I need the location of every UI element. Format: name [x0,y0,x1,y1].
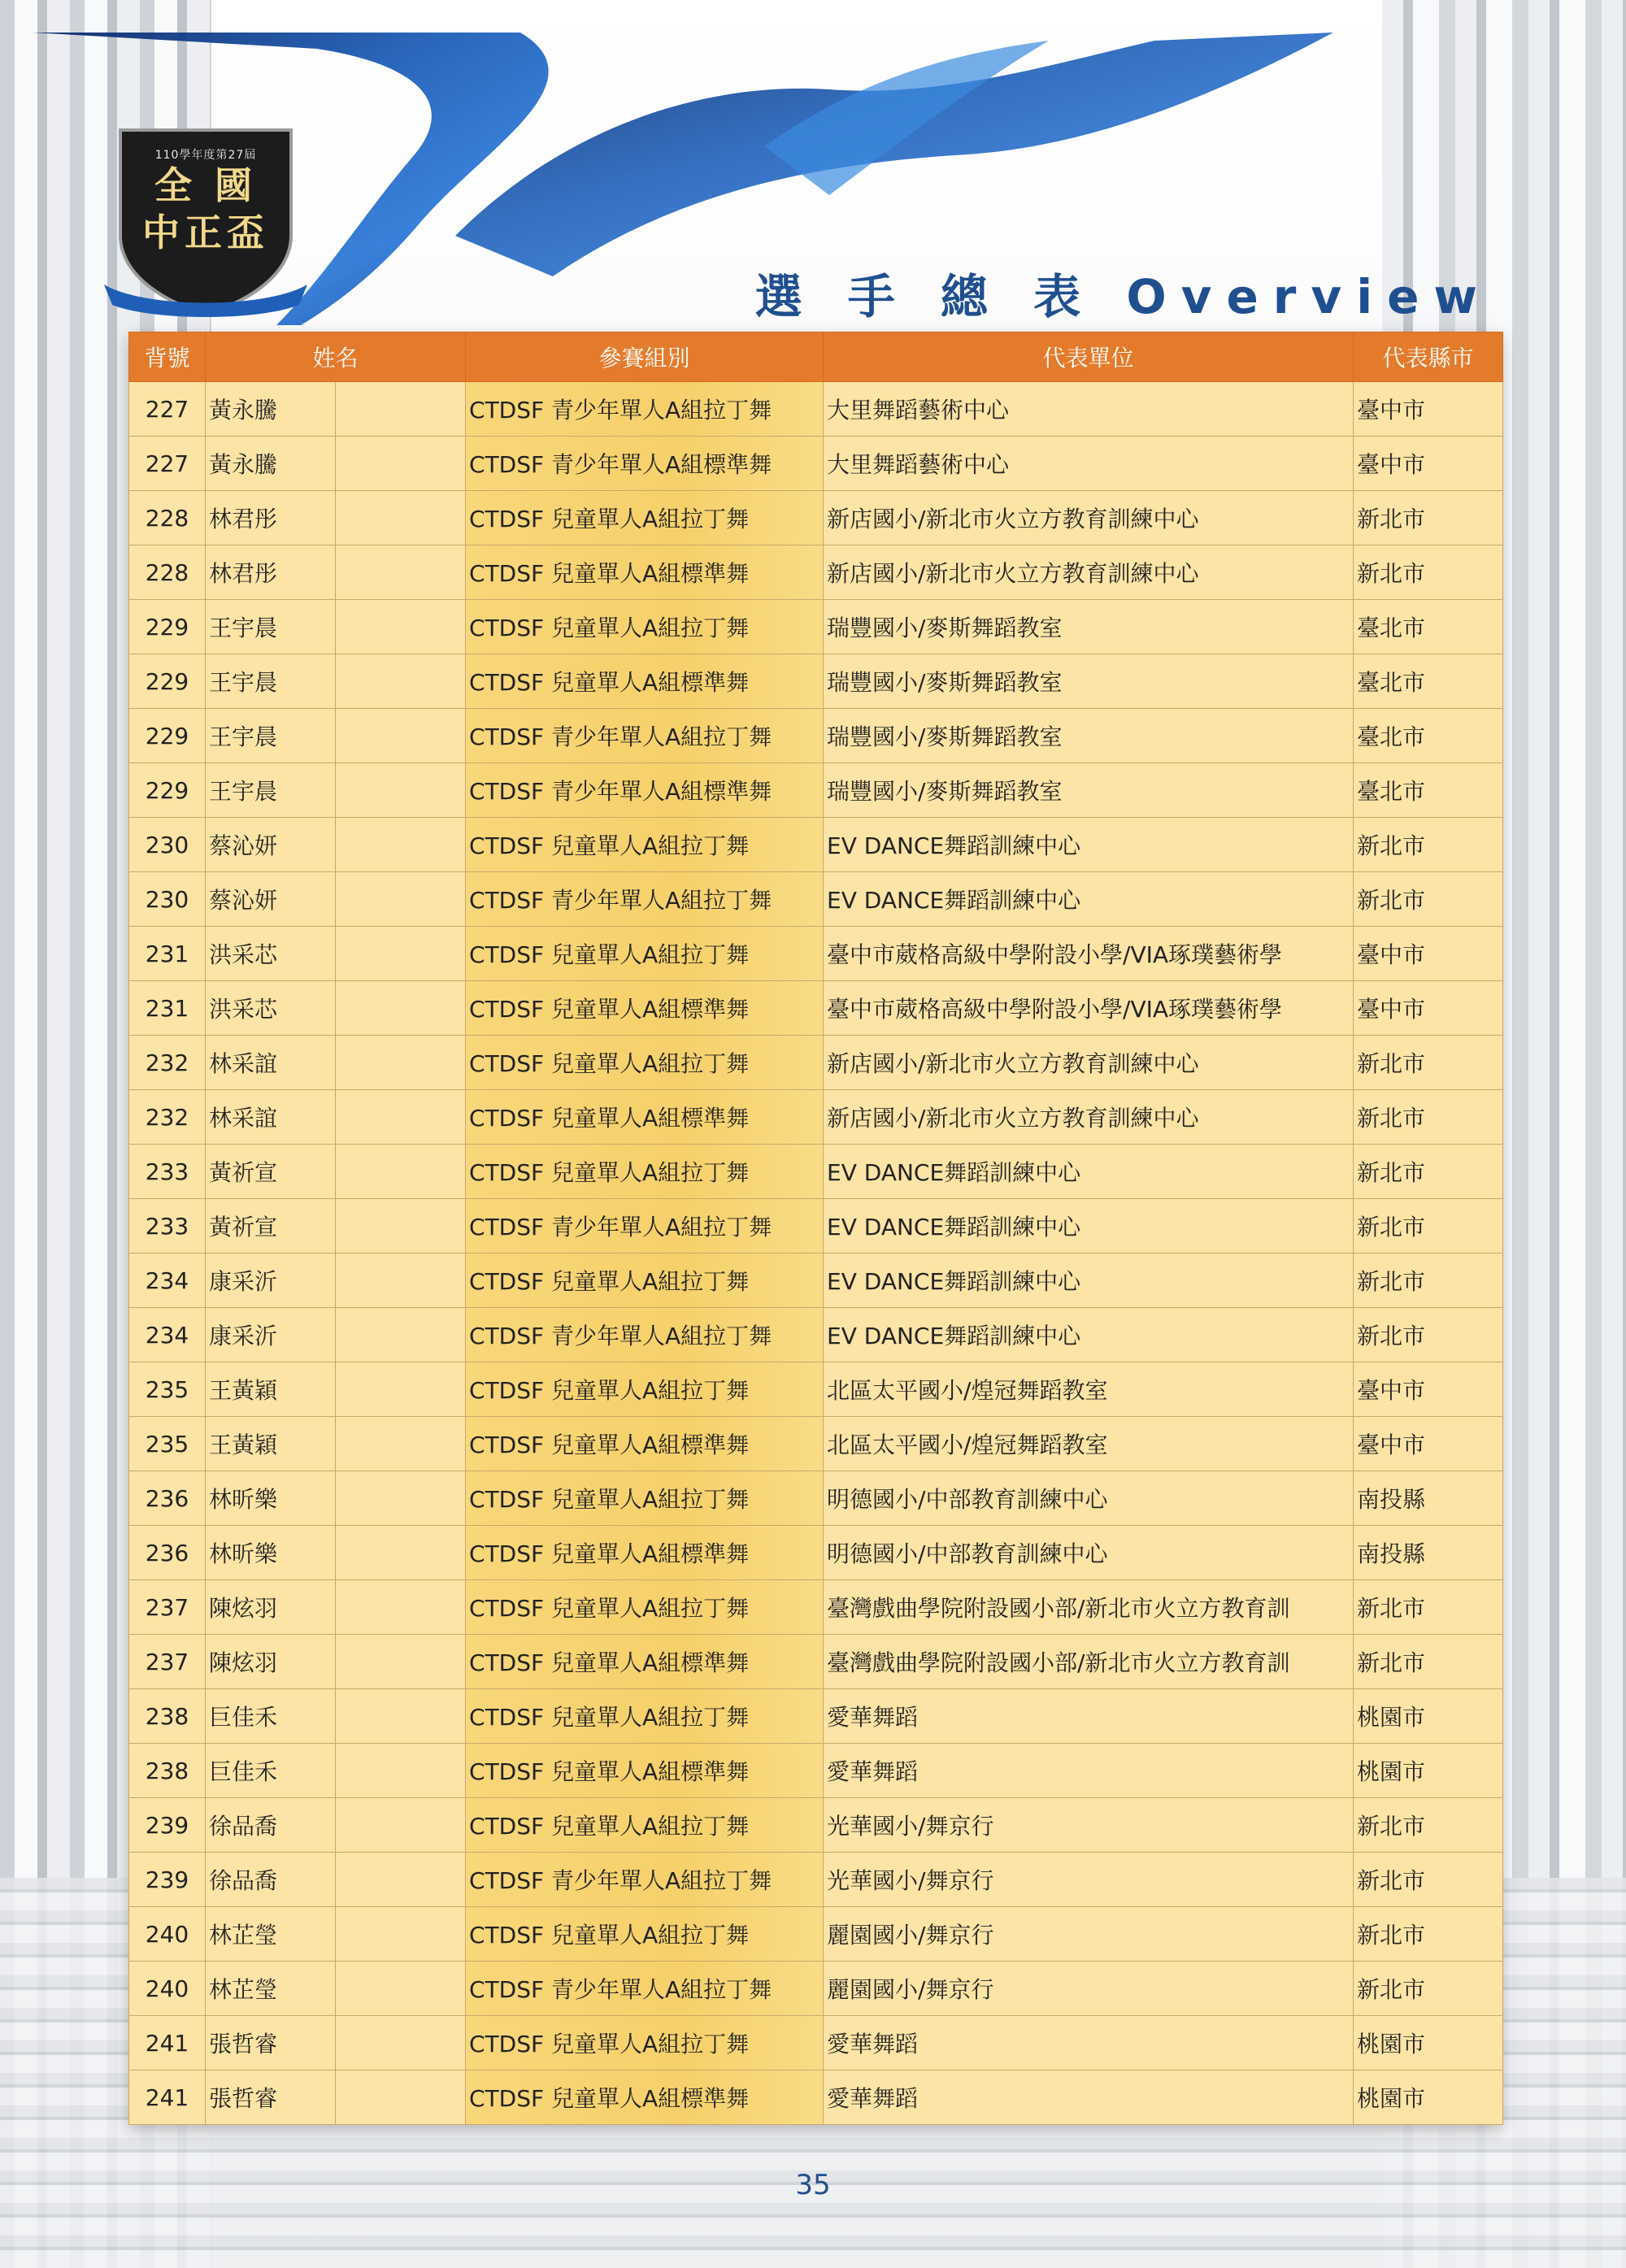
category-cell: CTDSF 兒童單人A組拉丁舞 [466,818,824,872]
unit-cell: EV DANCE舞蹈訓練中心 [824,1145,1354,1199]
category-cell: CTDSF 青少年單人A組拉丁舞 [466,1962,824,2016]
category-cell: CTDSF 兒童單人A組拉丁舞 [466,1145,824,1199]
name-cell: 蔡沁妍 [206,818,336,872]
empty-cell [336,1744,466,1798]
city-cell: 新北市 [1354,872,1503,927]
bib-number-cell: 234 [129,1253,206,1308]
name-cell: 黃永騰 [206,382,336,437]
name-cell: 林芷瑩 [206,1962,336,2016]
table-row [129,872,1503,927]
name-cell: 陳炫羽 [206,1635,336,1689]
column-header: 代表單位 [824,332,1354,382]
empty-cell [336,1907,466,1962]
unit-cell: 大里舞蹈藝術中心 [824,382,1354,437]
name-cell: 林昕樂 [206,1526,336,1580]
category-cell: CTDSF 青少年單人A組拉丁舞 [466,1853,824,1907]
category-cell: CTDSF 兒童單人A組拉丁舞 [466,1036,824,1090]
category-cell: CTDSF 青少年單人A組標準舞 [466,437,824,491]
bib-number-cell: 241 [129,2070,206,2125]
unit-cell: 明德國小/中部教育訓練中心 [824,1471,1354,1526]
table-row [129,437,1503,491]
empty-cell [336,1689,466,1744]
table-row [129,2070,1503,2125]
unit-cell: 臺灣戲曲學院附設國小部/新北市火立方教育訓 [824,1635,1354,1689]
empty-cell [336,1798,466,1853]
table-row [129,1308,1503,1362]
bib-number-cell: 236 [129,1526,206,1580]
name-cell: 巨佳禾 [206,1744,336,1798]
category-cell: CTDSF 兒童單人A組拉丁舞 [466,2016,824,2070]
table-row [129,1798,1503,1853]
bib-number-cell: 235 [129,1417,206,1471]
unit-cell: 麗園國小/舞京行 [824,1907,1354,1962]
category-cell: CTDSF 兒童單人A組拉丁舞 [466,600,824,654]
bib-number-cell: 241 [129,2016,206,2070]
column-header: 參賽組別 [466,332,824,382]
name-cell: 康采沂 [206,1253,336,1308]
city-cell: 臺北市 [1354,600,1503,654]
unit-cell: EV DANCE舞蹈訓練中心 [824,1308,1354,1362]
unit-cell: 新店國小/新北市火立方教育訓練中心 [824,491,1354,545]
unit-cell: EV DANCE舞蹈訓練中心 [824,818,1354,872]
bib-number-cell: 228 [129,545,206,600]
name-cell: 林君彤 [206,491,336,545]
city-cell: 新北市 [1354,1036,1503,1090]
bib-number-cell: 230 [129,872,206,927]
table-row [129,1471,1503,1526]
category-cell: CTDSF 兒童單人A組拉丁舞 [466,1471,824,1526]
bib-number-cell: 229 [129,600,206,654]
table-row [129,382,1503,437]
name-cell: 林采誼 [206,1090,336,1145]
category-cell: CTDSF 青少年單人A組標準舞 [466,763,824,818]
table-row [129,1526,1503,1580]
bib-number-cell: 233 [129,1199,206,1253]
table-row [129,927,1503,981]
category-cell: CTDSF 兒童單人A組拉丁舞 [466,1907,824,1962]
empty-cell [336,1145,466,1199]
unit-cell: 瑞豐國小/麥斯舞蹈教室 [824,763,1354,818]
name-cell: 黃祈宣 [206,1199,336,1253]
empty-cell [336,437,466,491]
unit-cell: 新店國小/新北市火立方教育訓練中心 [824,1036,1354,1090]
table-row [129,1853,1503,1907]
unit-cell: 北區太平國小/煌冠舞蹈教室 [824,1417,1354,1471]
bib-number-cell: 235 [129,1362,206,1417]
city-cell: 桃園市 [1354,2070,1503,2125]
bib-number-cell: 230 [129,818,206,872]
table-row [129,1580,1503,1635]
unit-cell: 明德國小/中部教育訓練中心 [824,1526,1354,1580]
emblem-line1: 全 國 [154,163,257,207]
city-cell: 新北市 [1354,1199,1503,1253]
name-cell: 林芷瑩 [206,1907,336,1962]
city-cell: 臺中市 [1354,382,1503,437]
table-header-row [129,332,1503,382]
unit-cell: 愛華舞蹈 [824,1689,1354,1744]
bib-number-cell: 229 [129,763,206,818]
empty-cell [336,709,466,763]
category-cell: CTDSF 兒童單人A組標準舞 [466,1417,824,1471]
city-cell: 新北市 [1354,818,1503,872]
city-cell: 新北市 [1354,545,1503,600]
table-row [129,2016,1503,2070]
category-cell: CTDSF 青少年單人A組拉丁舞 [466,872,824,927]
bib-number-cell: 239 [129,1853,206,1907]
city-cell: 新北市 [1354,1962,1503,2016]
table-row [129,1036,1503,1090]
category-cell: CTDSF 兒童單人A組拉丁舞 [466,927,824,981]
table-row [129,1744,1503,1798]
empty-cell [336,1853,466,1907]
city-cell: 臺中市 [1354,981,1503,1036]
empty-cell [336,654,466,709]
table-row [129,1362,1503,1417]
unit-cell: 北區太平國小/煌冠舞蹈教室 [824,1362,1354,1417]
unit-cell: EV DANCE舞蹈訓練中心 [824,872,1354,927]
athlete-table [128,332,1502,2125]
empty-cell [336,1417,466,1471]
table-row [129,600,1503,654]
empty-cell [336,818,466,872]
empty-cell [336,1036,466,1090]
city-cell: 新北市 [1354,1798,1503,1853]
unit-cell: 新店國小/新北市火立方教育訓練中心 [824,1090,1354,1145]
empty-cell [336,1962,466,2016]
emblem-year: 110學年度第27屆 [154,149,257,162]
name-cell: 巨佳禾 [206,1689,336,1744]
city-cell: 桃園市 [1354,1744,1503,1798]
category-cell: CTDSF 兒童單人A組拉丁舞 [466,1253,824,1308]
bib-number-cell: 238 [129,1689,206,1744]
unit-cell: 臺中市葳格高級中學附設小學/VIA琢璞藝術學 [824,927,1354,981]
bib-number-cell: 229 [129,709,206,763]
table-row [129,709,1503,763]
bib-number-cell: 234 [129,1308,206,1362]
unit-cell: 愛華舞蹈 [824,2016,1354,2070]
bib-number-cell: 231 [129,927,206,981]
unit-cell: 瑞豐國小/麥斯舞蹈教室 [824,654,1354,709]
bib-number-cell: 228 [129,491,206,545]
name-cell: 洪采芯 [206,981,336,1036]
table-row [129,1635,1503,1689]
bib-number-cell: 236 [129,1471,206,1526]
empty-cell [336,545,466,600]
table-row [129,1689,1503,1744]
unit-cell: 臺灣戲曲學院附設國小部/新北市火立方教育訓 [824,1580,1354,1635]
city-cell: 臺北市 [1354,763,1503,818]
name-cell: 徐品喬 [206,1853,336,1907]
name-cell: 王宇晨 [206,654,336,709]
column-header: 背號 [129,332,206,382]
bib-number-cell: 233 [129,1145,206,1199]
table-row [129,1907,1503,1962]
city-cell: 臺中市 [1354,1417,1503,1471]
city-cell: 新北市 [1354,491,1503,545]
page-number: 35 [795,2169,831,2201]
category-cell: CTDSF 青少年單人A組拉丁舞 [466,1199,824,1253]
category-cell: CTDSF 青少年單人A組拉丁舞 [466,382,824,437]
category-cell: CTDSF 兒童單人A組拉丁舞 [466,1362,824,1417]
name-cell: 張哲睿 [206,2070,336,2125]
empty-cell [336,382,466,437]
name-cell: 王宇晨 [206,709,336,763]
category-cell: CTDSF 兒童單人A組拉丁舞 [466,1580,824,1635]
name-cell: 王宇晨 [206,763,336,818]
city-cell: 桃園市 [1354,2016,1503,2070]
bib-number-cell: 227 [129,437,206,491]
empty-cell [336,927,466,981]
city-cell: 新北市 [1354,1090,1503,1145]
unit-cell: 瑞豐國小/麥斯舞蹈教室 [824,709,1354,763]
empty-cell [336,981,466,1036]
name-cell: 王宇晨 [206,600,336,654]
empty-cell [336,1199,466,1253]
empty-cell [336,1580,466,1635]
unit-cell: 光華國小/舞京行 [824,1853,1354,1907]
category-cell: CTDSF 兒童單人A組標準舞 [466,2070,824,2125]
name-cell: 林昕樂 [206,1471,336,1526]
table-row [129,981,1503,1036]
category-cell: CTDSF 兒童單人A組標準舞 [466,654,824,709]
name-cell: 黃祈宣 [206,1145,336,1199]
category-cell: CTDSF 兒童單人A組標準舞 [466,1090,824,1145]
bib-number-cell: 231 [129,981,206,1036]
city-cell: 新北市 [1354,1635,1503,1689]
category-cell: CTDSF 兒童單人A組拉丁舞 [466,1798,824,1853]
table-body [129,382,1503,2125]
empty-cell [336,1253,466,1308]
bib-number-cell: 239 [129,1798,206,1853]
city-cell: 臺北市 [1354,709,1503,763]
empty-cell [336,1308,466,1362]
name-cell: 康采沂 [206,1308,336,1362]
category-cell: CTDSF 兒童單人A組標準舞 [466,1635,824,1689]
city-cell: 新北市 [1354,1853,1503,1907]
table-row [129,654,1503,709]
empty-cell [336,1635,466,1689]
bib-number-cell: 240 [129,1907,206,1962]
city-cell: 臺中市 [1354,437,1503,491]
city-cell: 新北市 [1354,1308,1503,1362]
unit-cell: 臺中市葳格高級中學附設小學/VIA琢璞藝術學 [824,981,1354,1036]
table-row [129,491,1503,545]
unit-cell: 新店國小/新北市火立方教育訓練中心 [824,545,1354,600]
bib-number-cell: 237 [129,1580,206,1635]
name-cell: 王黃穎 [206,1417,336,1471]
empty-cell [336,491,466,545]
name-cell: 林采誼 [206,1036,336,1090]
unit-cell: 愛華舞蹈 [824,1744,1354,1798]
city-cell: 臺中市 [1354,927,1503,981]
name-cell: 洪采芯 [206,927,336,981]
city-cell: 新北市 [1354,1907,1503,1962]
unit-cell: EV DANCE舞蹈訓練中心 [824,1199,1354,1253]
event-emblem [96,122,315,317]
name-cell: 陳炫羽 [206,1580,336,1635]
unit-cell: 愛華舞蹈 [824,2070,1354,2125]
category-cell: CTDSF 兒童單人A組標準舞 [466,981,824,1036]
bib-number-cell: 227 [129,382,206,437]
category-cell: CTDSF 兒童單人A組拉丁舞 [466,1689,824,1744]
city-cell: 南投縣 [1354,1526,1503,1580]
city-cell: 新北市 [1354,1580,1503,1635]
unit-cell: EV DANCE舞蹈訓練中心 [824,1253,1354,1308]
category-cell: CTDSF 兒童單人A組標準舞 [466,545,824,600]
emblem-line2: 中正盃 [142,211,269,254]
table-row [129,1090,1503,1145]
empty-cell [336,1090,466,1145]
empty-cell [336,1526,466,1580]
unit-cell: 麗園國小/舞京行 [824,1962,1354,2016]
category-cell: CTDSF 兒童單人A組標準舞 [466,1744,824,1798]
name-cell: 徐品喬 [206,1798,336,1853]
bib-number-cell: 237 [129,1635,206,1689]
city-cell: 桃園市 [1354,1689,1503,1744]
empty-cell [336,600,466,654]
empty-cell [336,2070,466,2125]
category-cell: CTDSF 兒童單人A組標準舞 [466,1526,824,1580]
bib-number-cell: 232 [129,1036,206,1090]
page-title: 選 手 總 表 Overview [754,269,1492,324]
name-cell: 黃永騰 [206,437,336,491]
table-row [129,818,1503,872]
unit-cell: 大里舞蹈藝術中心 [824,437,1354,491]
empty-cell [336,1471,466,1526]
category-cell: CTDSF 青少年單人A組拉丁舞 [466,709,824,763]
table-row [129,1962,1503,2016]
name-cell: 林君彤 [206,545,336,600]
bib-number-cell: 229 [129,654,206,709]
empty-cell [336,872,466,927]
column-header: 代表縣市 [1354,332,1503,382]
unit-cell: 光華國小/舞京行 [824,1798,1354,1853]
category-cell: CTDSF 兒童單人A組拉丁舞 [466,491,824,545]
category-cell: CTDSF 青少年單人A組拉丁舞 [466,1308,824,1362]
empty-cell [336,1362,466,1417]
table-row [129,763,1503,818]
unit-cell: 瑞豐國小/麥斯舞蹈教室 [824,600,1354,654]
table-row [129,1145,1503,1199]
bib-number-cell: 238 [129,1744,206,1798]
table-row [129,545,1503,600]
table-row [129,1199,1503,1253]
column-header: 姓名 [206,332,466,382]
bib-number-cell: 240 [129,1962,206,2016]
bib-number-cell: 232 [129,1090,206,1145]
table-row [129,1417,1503,1471]
city-cell: 臺中市 [1354,1362,1503,1417]
city-cell: 南投縣 [1354,1471,1503,1526]
empty-cell [336,763,466,818]
table-row [129,1253,1503,1308]
city-cell: 新北市 [1354,1145,1503,1199]
name-cell: 王黃穎 [206,1362,336,1417]
name-cell: 張哲睿 [206,2016,336,2070]
name-cell: 蔡沁妍 [206,872,336,927]
empty-cell [336,2016,466,2070]
city-cell: 新北市 [1354,1253,1503,1308]
city-cell: 臺北市 [1354,654,1503,709]
